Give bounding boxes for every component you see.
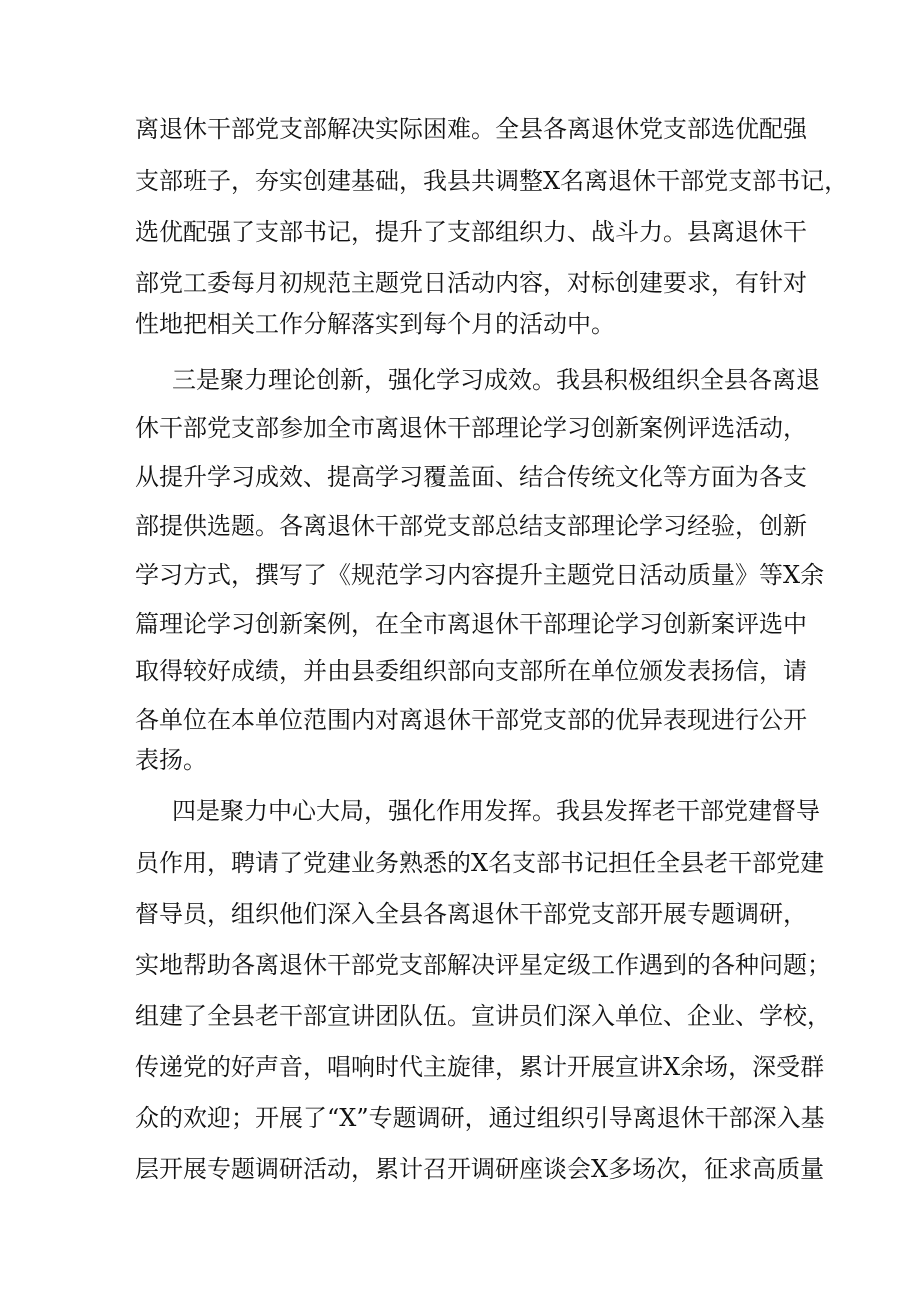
text-line: 部党工委每月初规范主题党日活动内容，对标创建要求，有针对 [135,269,807,297]
text-line: 众的欢迎；开展了“X”专题调研，通过组织引导离退休干部深入基 [135,1104,825,1132]
text-line: 篇理论学习创新案例，在全市离退休干部理论学习创新案评选中 [135,610,807,638]
paragraph-first-line: 三是聚力理论创新，强化学习成效。我县积极组织全县各离退 [172,366,820,394]
text-line: 支部班子，夯实创建基础，我县共调整X名离退休干部党支部书记， [135,167,849,195]
text-line: 实地帮助各离退休干部党支部解决评星定级工作遇到的各种问题； [135,951,831,979]
text-line: 员作用，聘请了党建业务熟悉的X名支部书记担任全县老干部党建 [135,849,825,877]
text-line: 部提供选题。各离退休干部党支部总结支部理论学习经验，创新 [135,512,807,540]
text-line: 从提升学习成效、提高学习覆盖面、结合传统文化等方面为各支 [135,463,807,491]
text-line: 表扬。 [135,746,207,774]
text-line: 学习方式，撰写了《规范学习内容提升主题党日活动质量》等X余 [135,561,825,589]
text-line: 休干部党支部参加全市离退休干部理论学习创新案例评选活动， [135,414,807,442]
text-line: 选优配强了支部书记，提升了支部组织力、战斗力。县离退休干 [135,218,807,246]
text-line: 性地把相关工作分解落实到每个月的活动中。 [135,310,615,338]
paragraph-first-line: 四是聚力中心大局，强化作用发挥。我县发挥老干部党建督导 [172,797,820,825]
text-line: 传递党的好声音，唱响时代主旋律，累计开展宣讲X余场，深受群 [135,1053,825,1081]
text-line: 组建了全县老干部宣讲团队伍。宣讲员们深入单位、企业、学校， [135,1002,831,1030]
text-line: 各单位在本单位范围内对离退休干部党支部的优异表现进行公开 [135,706,807,734]
text-line: 离退休干部党支部解决实际困难。全县各离退休党支部选优配强 [135,115,807,143]
text-line: 取得较好成绩，并由县委组织部向支部所在单位颁发表扬信，请 [135,657,807,685]
text-line: 督导员，组织他们深入全县各离退休干部党支部开展专题调研， [135,900,807,928]
text-line: 层开展专题调研活动，累计召开调研座谈会X多场次，征求高质量 [135,1155,825,1183]
